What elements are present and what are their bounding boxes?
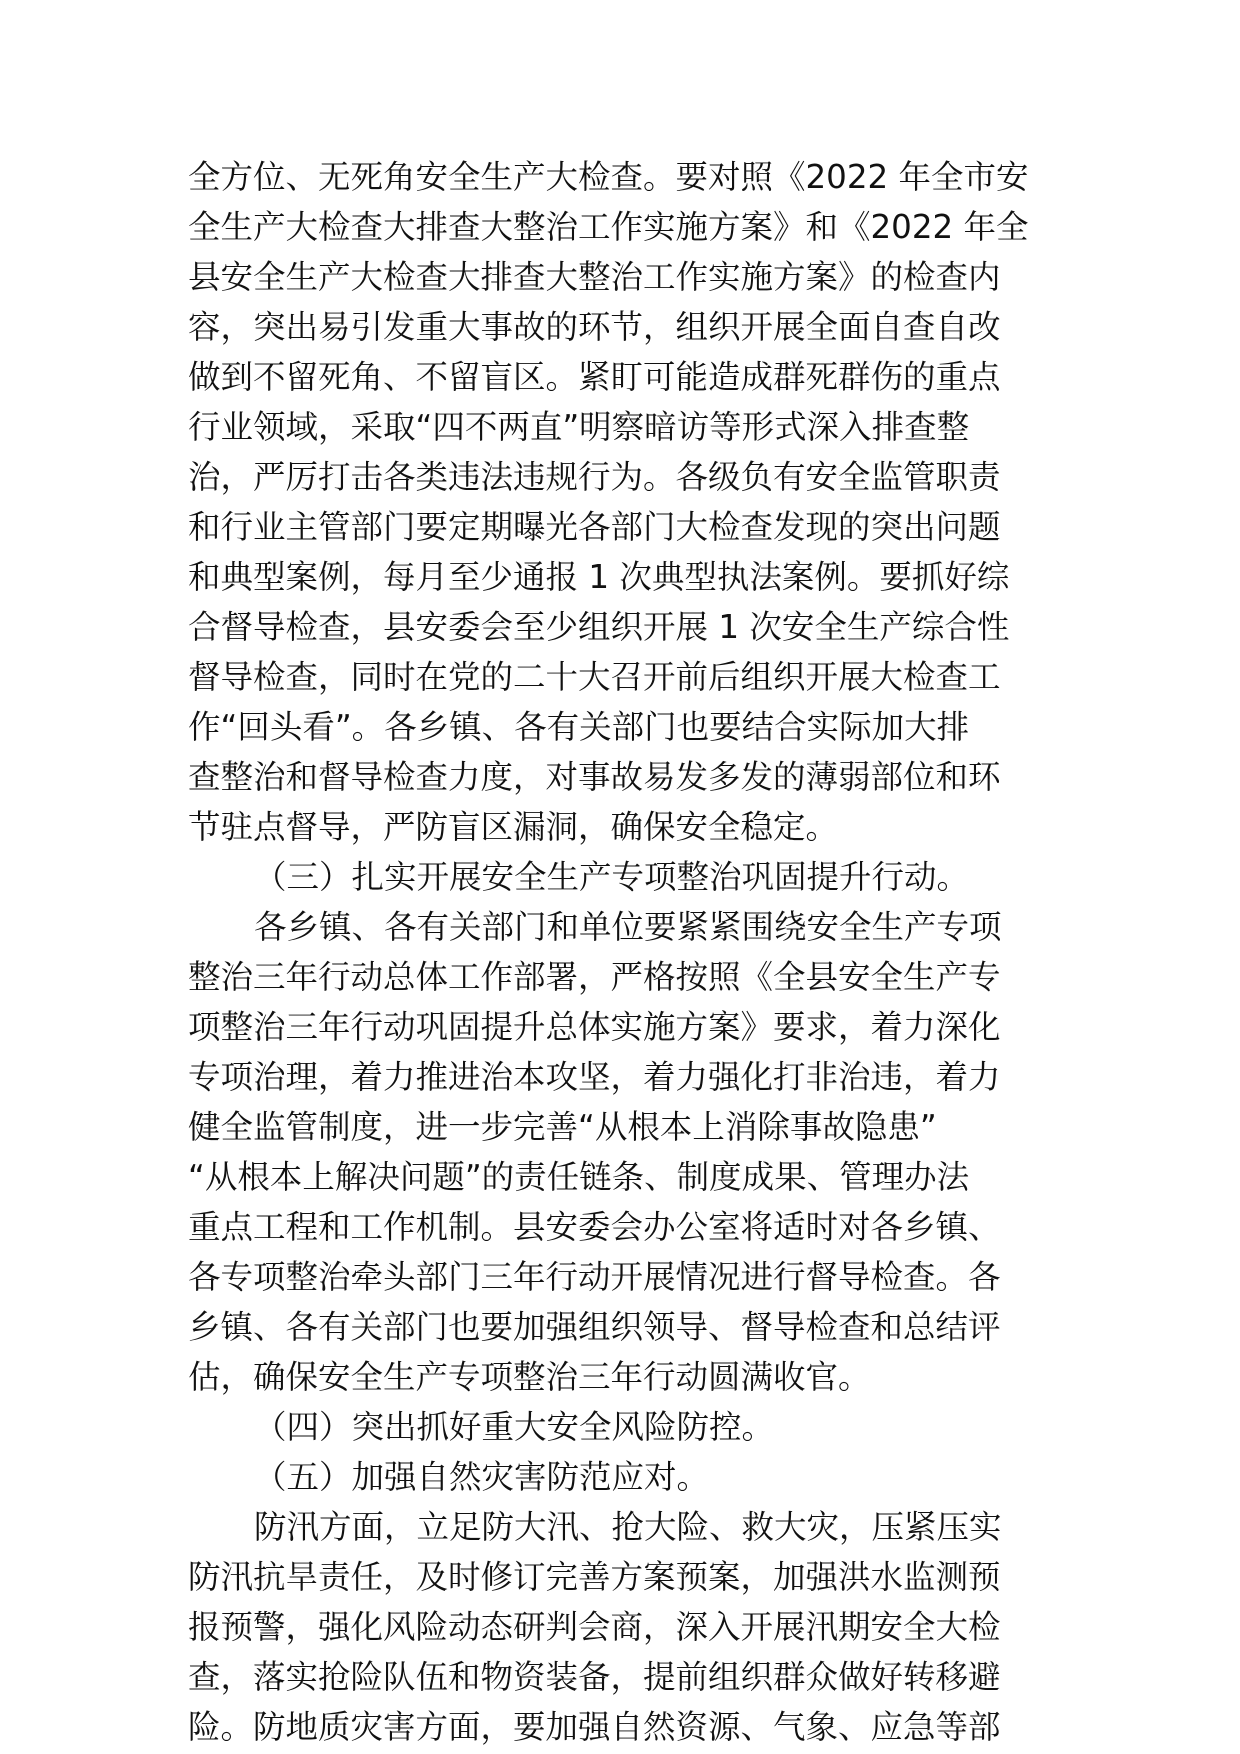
text-line: 查整治和督导检查力度，对事故易发多发的薄弱部位和环 — [188, 758, 1001, 796]
text-line: 乡镇、各有关部门也要加强组织领导、督导检查和总结评 — [188, 1308, 1001, 1346]
text-line: 健全监管制度，进一步完善“从根本上消除事故隐患” — [188, 1108, 937, 1146]
text-line: 报预警，强化风险动态研判会商，深入开展汛期安全大检 — [188, 1608, 1001, 1646]
text-line: 治，严厉打击各类违法违规行为。各级负有安全监管职责 — [188, 458, 1001, 496]
text-line: 容，突出易引发重大事故的环节，组织开展全面自查自改 — [188, 308, 1001, 346]
section-heading: （四）突出抓好重大安全风险防控。 — [254, 1408, 775, 1446]
text-line: 估，确保安全生产专项整治三年行动圆满收官。 — [188, 1358, 871, 1396]
text-line: 查，落实抢险队伍和物资装备，提前组织群众做好转移避 — [188, 1658, 1001, 1696]
text-line: “从根本上解决问题”的责任链条、制度成果、管理办法 — [188, 1158, 970, 1196]
section-heading: （五）加强自然灾害防范应对。 — [254, 1458, 710, 1496]
text-line: 合督导检查，县安委会至少组织开展 1 次安全生产综合性 — [188, 608, 1010, 646]
text-line: 各乡镇、各有关部门和单位要紧紧围绕安全生产专项 — [254, 908, 1002, 946]
text-line: 节驻点督导，严防盲区漏洞，确保安全稳定。 — [188, 808, 839, 846]
text-line: 专项治理，着力推进治本攻坚，着力强化打非治违，着力 — [188, 1058, 1001, 1096]
text-line: 险。防地质灾害方面，要加强自然资源、气象、应急等部 — [188, 1708, 1001, 1746]
text-line: 防汛抗旱责任，及时修订完善方案预案，加强洪水监测预 — [188, 1558, 1001, 1596]
section-heading: （三）扎实开展安全生产专项整治巩固提升行动。 — [254, 858, 970, 896]
text-line: 和行业主管部门要定期曝光各部门大检查发现的突出问题 — [188, 508, 1001, 546]
text-line: 整治三年行动总体工作部署，严格按照《全县安全生产专 — [188, 958, 1001, 996]
text-line: 项整治三年行动巩固提升总体实施方案》要求，着力深化 — [188, 1008, 1001, 1046]
text-line: 各专项整治牵头部门三年行动开展情况进行督导检查。各 — [188, 1258, 1001, 1296]
text-line: 作“回头看”。各乡镇、各有关部门也要结合实际加大排 — [188, 708, 970, 746]
text-line: 和典型案例，每月至少通报 1 次典型执法案例。要抓好综 — [188, 558, 1010, 596]
document-body — [188, 152, 1060, 1752]
text-line: 全生产大检查大排查大整治工作实施方案》和《2022 年全 — [188, 208, 1029, 246]
text-line: 督导检查，同时在党的二十大召开前后组织开展大检查工 — [188, 658, 1001, 696]
text-line: 防汛方面，立足防大汛、抢大险、救大灾，压紧压实 — [254, 1508, 1002, 1546]
text-line: 县安全生产大检查大排查大整治工作实施方案》的检查内 — [188, 258, 1001, 296]
text-line: 做到不留死角、不留盲区。紧盯可能造成群死群伤的重点 — [188, 358, 1001, 396]
text-line: 行业领域，采取“四不两直”明察暗访等形式深入排查整 — [188, 408, 970, 446]
text-line: 重点工程和工作机制。县安委会办公室将适时对各乡镇、 — [188, 1208, 1001, 1246]
text-line: 全方位、无死角安全生产大检查。要对照《2022 年全市安 — [188, 158, 1029, 196]
